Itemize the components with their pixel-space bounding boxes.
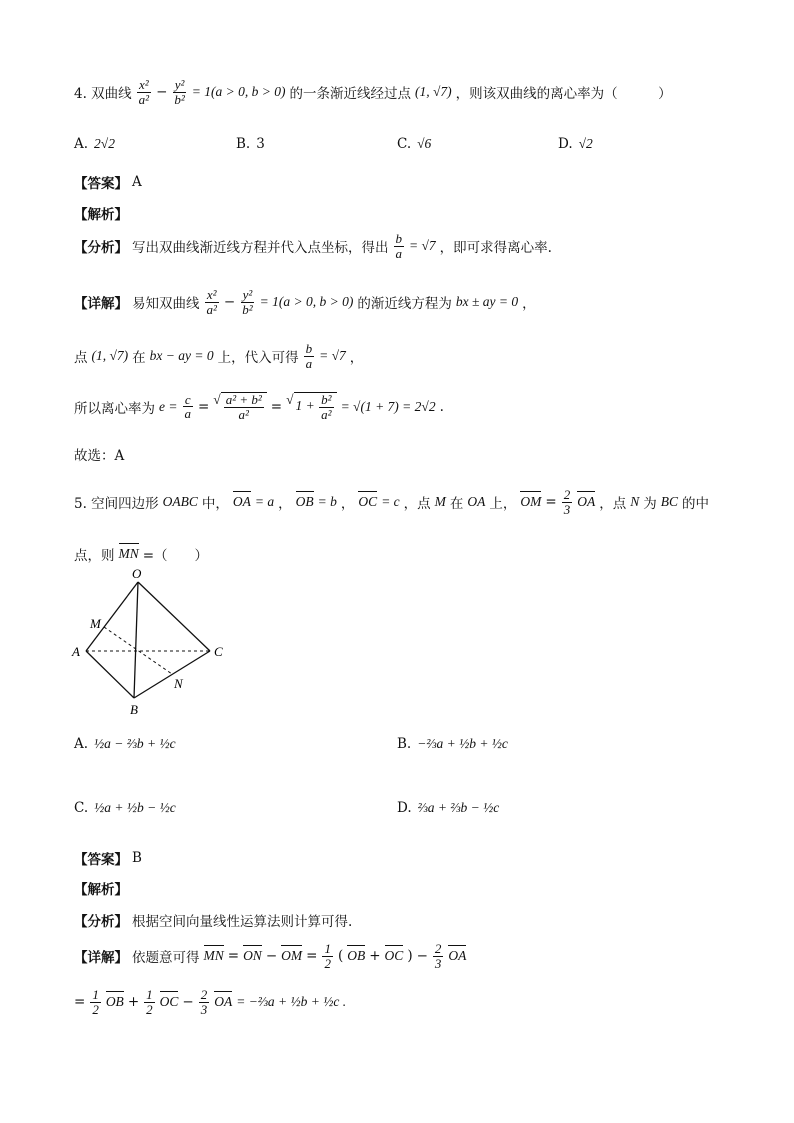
point: (1, √7) — [91, 348, 129, 364]
q4-point: (1, √7) — [415, 84, 452, 100]
stem-text: 中， — [201, 496, 229, 513]
label-o: O — [132, 566, 142, 581]
detail-tag: 【详解】 — [74, 950, 128, 967]
option-value: √6 — [417, 136, 432, 151]
result: = √(1 + 7) = 2√2 — [340, 398, 436, 414]
label-m: M — [90, 616, 101, 631]
line-eq: bx − ay = 0 — [149, 348, 214, 364]
punct: . — [439, 398, 444, 415]
q5-stem-line2 — [74, 544, 208, 564]
asymptote-eq: bx ± ay = 0 — [455, 294, 519, 310]
option-label: C. — [397, 136, 412, 152]
frac-2-3: $\frac{2}{3}$ — [434, 941, 442, 971]
q4-option-a[interactable] — [74, 136, 115, 152]
frac-1-2: $\frac{1}{2}$ — [324, 941, 331, 971]
q4-option-d[interactable] — [558, 136, 593, 152]
vec-on: ON — [243, 948, 262, 964]
stem-text: 上， — [489, 496, 517, 513]
option-value: 3 — [256, 136, 265, 152]
sqrt-expr-1: √ $\frac{\text{a² + b²}}{\text{a²}}$ — [213, 392, 267, 421]
q4-stem-suffix: 的一条渐近线经过点 — [289, 86, 411, 103]
frac-1-2: $\frac{1}{2}$ — [146, 987, 153, 1017]
answer-value: A — [132, 174, 142, 190]
q4-condition: = 1(a > 0, b > 0) — [191, 84, 286, 100]
q5-detail-2: = $\frac{1}{2}$ OB + $\frac{1}{2}$ OC − $\frac{2}{3}$ OA = −⅔a + ½b + ½c . — [74, 987, 347, 1017]
vec-oa: OA — [214, 994, 233, 1010]
q4-detail-3: 所以离心率为 e = $\frac{c}{a}$ = √ $\frac{\text{a² + b²}}{\text{a²}}$ = √ 1 + $\frac{\text{b²}}{\text{a²}}$ = √(1 + 7) = 2√2 . — [74, 391, 444, 422]
vec-oa: OA — [577, 494, 596, 510]
fenxi-text: 根据空间向量线性运算法则计算可得. — [132, 914, 353, 930]
frac-c-over-a: $\frac{c}{a}$ — [184, 391, 191, 422]
detail-text: 点 — [74, 350, 88, 367]
vec-ob: OB — [295, 494, 314, 510]
answer-tag: 【答案】 — [74, 852, 128, 868]
vec-ob: OB — [105, 994, 124, 1010]
q5-option-d[interactable] — [397, 800, 499, 816]
edge-ob — [134, 582, 138, 698]
q4-answer — [74, 172, 142, 192]
option-label: A. — [74, 136, 89, 152]
label-c: C — [214, 644, 223, 659]
detail-text: 依题意可得 — [132, 950, 200, 967]
option-label: B. — [236, 136, 251, 152]
fenxi-text: 写出双曲线渐近线方程并代入点坐标，得出 — [132, 240, 389, 257]
option-label: A. — [74, 736, 89, 752]
frac-y: $\frac{\text{y²}}{\text{b²}}$ — [242, 287, 253, 317]
edge-oc — [138, 582, 210, 651]
eq-sqrt7: = √7 — [319, 348, 346, 364]
stem-text: 在 — [449, 496, 464, 513]
q5-fenxi — [74, 910, 352, 930]
q4-stem: 4. 双曲线 $\frac{\text{x²}}{\text{a²}}$ − $\frac{\text{y²}}{\text{b²}}$ = 1(a > 0, b > 0) 的一条渐近线经过点 (1, √7) ，则该双曲线的离心率为（ ） — [74, 77, 672, 107]
q4-choose — [74, 444, 124, 464]
tetrahedron-figure — [70, 566, 240, 721]
fenxi-tag: 【分析】 — [74, 914, 128, 930]
analysis-tag: 【解析】 — [74, 882, 128, 898]
condition: = 1(a > 0, b > 0) — [259, 294, 354, 310]
vec-oa: OA — [232, 494, 251, 510]
edge-bc — [134, 651, 210, 698]
punct: ， — [349, 350, 364, 367]
q4-detail-2 — [74, 342, 363, 370]
stem-text: ，点 — [403, 496, 431, 513]
option-value: ⅔a + ⅔b − ½c — [417, 800, 500, 815]
q5-option-a[interactable] — [74, 736, 176, 752]
q5-analysis-tag — [74, 878, 128, 898]
frac-x: $\frac{\text{x²}}{\text{a²}}$ — [206, 287, 217, 317]
vec-om: OM — [520, 494, 542, 510]
q4-analysis-tag — [74, 203, 128, 223]
q4-stem-tail: ，则该双曲线的离心率为（ ） — [455, 86, 672, 103]
vec-om: OM — [281, 948, 303, 964]
option-label: D. — [558, 136, 573, 152]
sqrt-expr-2: √ 1 + $\frac{\text{b²}}{\text{a²}}$ — [286, 392, 336, 421]
e-eq: e = — [159, 398, 178, 414]
label-n: N — [174, 676, 183, 691]
q5-option-b[interactable] — [397, 736, 508, 752]
frac-1-2: $\frac{1}{2}$ — [92, 987, 99, 1017]
choose-text: 故选：A — [74, 448, 125, 464]
answer-value: B — [132, 850, 142, 866]
option-label: D. — [397, 800, 412, 816]
quad-name: OABC — [162, 494, 198, 510]
detail-text: 上，代入可得 — [217, 350, 299, 367]
q4-option-c[interactable] — [397, 136, 431, 152]
option-value: √2 — [578, 136, 593, 151]
q4-number-title: 4. 双曲线 — [74, 86, 132, 103]
answer-tag: 【答案】 — [74, 176, 128, 192]
frac-b-over-a: $\frac{b}{a}$ — [395, 231, 402, 261]
q5-option-c[interactable] — [74, 800, 176, 816]
vec-oc: OC — [384, 948, 404, 964]
option-value: −⅔a + ½b + ½c — [417, 736, 508, 751]
q5-detail-1: 【详解】 依题意可得 MN = ON − OM = $\frac{1}{2}$ ( OB + OC ) − $\frac{2}{3}$ OA — [74, 941, 467, 971]
detail-tag: 【详解】 — [74, 296, 128, 313]
edge-ab — [86, 651, 134, 698]
analysis-tag: 【解析】 — [74, 207, 128, 223]
q4-frac-y: $\frac{\text{y²}}{\text{b²}}$ — [174, 77, 185, 107]
stem-text: 为 — [643, 496, 657, 513]
detail-text: 在 — [132, 350, 146, 367]
stem-tail: =（ ） — [142, 548, 209, 564]
q4-option-b[interactable] — [236, 136, 265, 152]
option-value: ½a + ½b − ½c — [94, 800, 176, 815]
q4-fenxi — [74, 232, 552, 260]
q5-stem-line1: 5. 空间四边形 OABC 中， OA = a ， OB = b ， OC = c ，点 M 在 OA 上， OM = $\frac{2}{3}$ OA ，点 N 为 BC 的中 — [74, 487, 710, 517]
vec-mn: MN — [203, 948, 224, 964]
option-value: 2√2 — [94, 136, 115, 151]
fenxi-tail: ，即可求得离心率. — [439, 240, 552, 257]
option-value: ½a − ⅔b + ½c — [94, 736, 176, 751]
vec-mn: MN — [118, 546, 139, 561]
label-b: B — [130, 702, 138, 717]
frac-b-over-a: $\frac{b}{a}$ — [305, 341, 313, 371]
eq-sqrt7: = √7 — [409, 238, 436, 254]
option-label: C. — [74, 800, 89, 816]
detail-text: 的渐近线方程为 — [357, 296, 452, 313]
frac-2-3: $\frac{2}{3}$ — [563, 487, 571, 517]
q4-detail-1: 【详解】 易知双曲线 $\frac{\text{x²}}{\text{a²}}$ − $\frac{\text{y²}}{\text{b²}}$ = 1(a > 0, b > 0) 的渐近线方程为 bx ± ay = 0 ， — [74, 287, 536, 317]
q5-answer — [74, 848, 142, 868]
q4-frac-x: $\frac{\text{x²}}{\text{a²}}$ — [138, 77, 150, 107]
fenxi-tag: 【分析】 — [74, 240, 128, 257]
vec-ob: OB — [347, 948, 366, 964]
q5-number-title: 5. 空间四边形 — [74, 496, 159, 513]
detail-text: 易知双曲线 — [132, 296, 200, 313]
label-a: A — [72, 644, 80, 659]
stem-text: ，点 — [599, 496, 627, 513]
vec-oa: OA — [448, 948, 467, 964]
frac-2-3: $\frac{2}{3}$ — [200, 987, 208, 1017]
punct: ， — [522, 296, 536, 313]
stem-text: 的中 — [682, 496, 710, 513]
segment-mn-dashed — [104, 627, 172, 674]
stem-text: 点，则 — [74, 548, 115, 564]
vec-oc: OC — [358, 494, 378, 510]
vec-oc: OC — [159, 994, 179, 1010]
option-label: B. — [397, 736, 412, 752]
detail-text: 所以离心率为 — [74, 400, 155, 417]
